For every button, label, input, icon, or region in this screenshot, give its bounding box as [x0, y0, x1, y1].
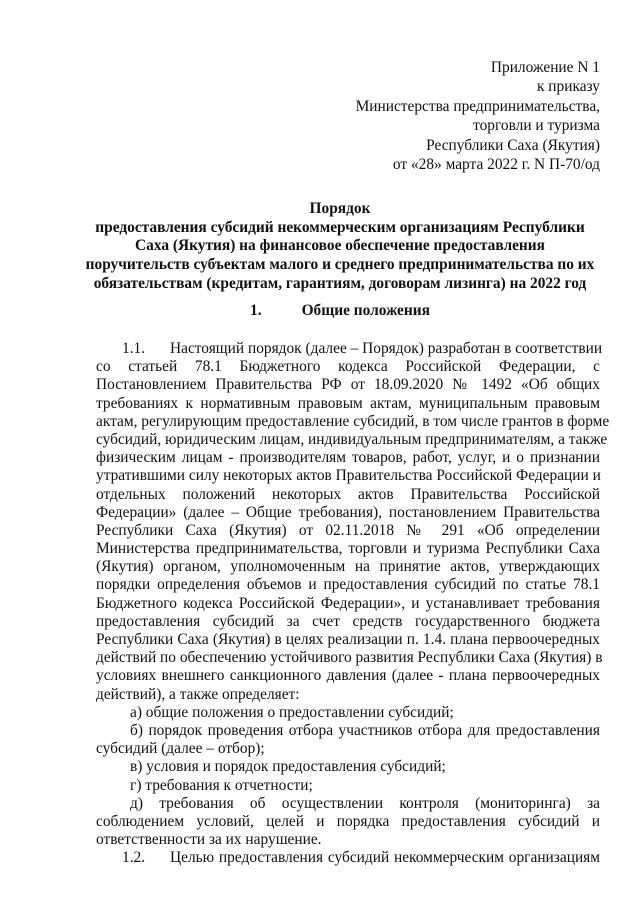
list-item-a: а) общие положения о предоставлении субсидий;	[130, 703, 454, 721]
title-line: предоставления субсидий некоммерческим организациям Республики	[95, 218, 585, 236]
section-heading	[80, 302, 600, 320]
approval-line: Республики Саха (Якутия)	[426, 136, 600, 154]
paragraph-line: (Якутия) органом, уполномоченным на принятие актов, утверждающих	[96, 558, 600, 576]
list-item-g: г) требования к отчетности;	[130, 776, 313, 794]
paragraph-line: Бюджетного кодекса Российской Федерации», и устанавливает требования	[96, 594, 600, 612]
paragraph-line: условиях внешнего санкционного давления (далее - плана первоочередных	[96, 667, 600, 685]
paragraph-line: отдельных положений некоторых актов Правительства Российской	[96, 485, 600, 503]
section-number: 1.	[250, 302, 262, 319]
approval-line: от «28» марта 2022 г. N П-70/од	[392, 156, 600, 174]
paragraph-line: Министерства предпринимательства, торговли и туризма Республики Саха	[96, 540, 600, 558]
list-item-d-cont: ответственности за их нарушение.	[96, 831, 322, 849]
approval-line: торговли и туризма	[473, 117, 600, 135]
paragraph-line: физическим лицам - производителям товаров, работ, услуг, и о признании	[96, 449, 600, 467]
paragraph-line	[96, 849, 600, 867]
title-line: Саха (Якутия) на финансовое обеспечение предоставления	[135, 237, 545, 255]
approval-line: к приказу	[536, 78, 600, 96]
list-item-d: д) требования об осуществлении контроля (мониторинга) за	[130, 794, 600, 812]
approval-line: Министерства предпринимательства,	[355, 97, 600, 115]
list-item-v: в) условия и порядок предоставления субсидий;	[130, 758, 446, 776]
title-line: Порядок	[309, 200, 371, 217]
paragraph-line: действий по обеспечению устойчивого развития Республики Саха (Якутия) в	[96, 649, 603, 667]
paragraph-line	[96, 340, 603, 358]
title-line: поручительств субъектам малого и среднего предпринимательства по их	[85, 256, 595, 274]
paragraph-line: требованиях к нормативным правовым актам, муниципальным правовым	[96, 394, 600, 412]
paragraph-line: субсидий, юридическим лицам, индивидуальным предпринимателям, а также	[96, 430, 608, 448]
list-item-d-cont: соблюдением условий, целей и порядка предоставления субсидий и	[96, 812, 600, 830]
clause-number: 1.1.	[122, 340, 146, 357]
list-item-b: б) порядок проведения отбора участников отбора для предоставления	[130, 721, 600, 739]
clause-text: Настоящий порядок (далее – Порядок) разработан в соответствии	[170, 340, 603, 357]
paragraph-line: актам, регулирующим предоставление субсидий, в том числе грантов в форме	[96, 412, 610, 430]
paragraph-line: Республики Саха (Якутия) от 02.11.2018 № 291 «Об определении	[96, 521, 600, 539]
paragraph-line: Республики Саха (Якутия) в целях реализации п. 1.4. плана первоочередных	[96, 631, 600, 648]
body-text	[96, 340, 610, 867]
paragraph-line: со статьей 78.1 Бюджетного кодекса Российской Федерации, с	[96, 358, 600, 376]
paragraph-line: предоставления субсидий за счет средств государственного бюджета	[96, 612, 600, 630]
clause-number: 1.2.	[122, 849, 146, 867]
paragraph-line: утратившими силу некоторых актов Правительства Российской Федерации и	[96, 467, 601, 485]
clause-text: Целью предоставления субсидий некоммерческим организациям	[170, 849, 600, 867]
paragraph-line: Постановлением Правительства РФ от 18.09.2020 № 1492 «Об общих	[96, 376, 600, 394]
section-title: Общие положения	[301, 302, 430, 319]
paragraph-line: действий), а также определяет:	[96, 685, 300, 703]
approval-stamp	[280, 58, 600, 174]
document-title	[80, 200, 600, 294]
paragraph-line: Федерации» (далее – Общие требования), постановлением Правительства	[96, 503, 600, 521]
paragraph-line: порядки определения объемов и предоставления субсидий по статье 78.1	[96, 576, 600, 594]
title-line: обязательствам (кредитам, гарантиям, договорам лизинга) на 2022 год	[93, 274, 587, 292]
list-item-b-cont: субсидий (далее – отбор);	[96, 740, 265, 758]
approval-line: Приложение N 1	[490, 59, 600, 76]
